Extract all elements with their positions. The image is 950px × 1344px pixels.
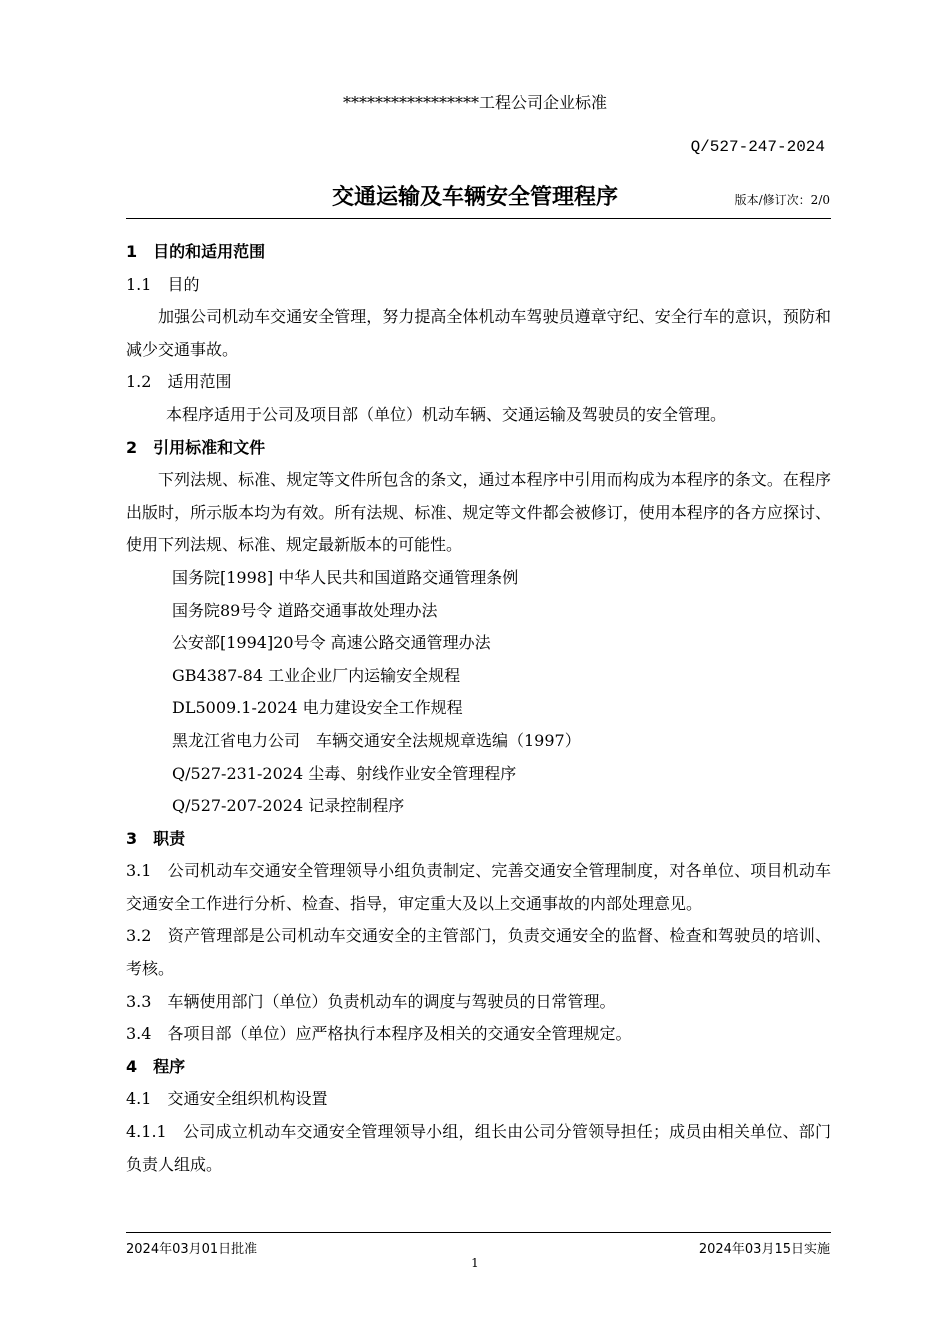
paragraph: 3.4 各项目部（单位）应严格执行本程序及相关的交通安全管理规定。 xyxy=(126,1024,632,1044)
document-code: Q/527-247-2024 xyxy=(690,138,825,156)
reference-item: Q/527-231-2024 尘毒、射线作业安全管理程序 xyxy=(172,763,517,783)
section-heading: 3 职责 xyxy=(126,828,186,848)
section-heading: 2 引用标准和文件 xyxy=(126,437,266,457)
subsection-heading: 1.2 适用范围 xyxy=(126,372,232,392)
paragraph: 4.1.1 公司成立机动车交通安全管理领导小组，组长由公司分管领导担任；成员由相关单位、部门负责人组成。 xyxy=(126,1122,831,1174)
reference-item: Q/527-207-2024 记录控制程序 xyxy=(172,796,405,816)
header-divider xyxy=(126,218,831,219)
document-body xyxy=(126,236,831,1181)
paragraph: 加强公司机动车交通安全管理，努力提高全体机动车驾驶员遵章守纪、安全行车的意识，预防和减少交通事故。 xyxy=(126,307,831,359)
reference-item: 国务院89号令 道路交通事故处理办法 xyxy=(172,600,438,620)
approval-date: 2024年03月01日批准 xyxy=(126,1242,258,1257)
reference-item: DL5009.1-2024 电力建设安全工作规程 xyxy=(172,698,463,718)
paragraph: 本程序适用于公司及项目部（单位）机动车辆、交通运输及驾驶员的安全管理。 xyxy=(166,404,727,424)
reference-item: 黑龙江省电力公司 车辆交通安全法规规章选编（1997） xyxy=(172,730,581,750)
paragraph: 下列法规、标准、规定等文件所包含的条文，通过本程序中引用而构成为本程序的条文。在程序出版时，所示版本均为有效。所有法规、标准、规定等文件都会被修订，使用本程序的各方应探讨、使用下列法规、标准、规定最新版本的可能性。 xyxy=(126,470,831,555)
section-heading: 4 程序 xyxy=(126,1056,186,1076)
paragraph: 3.3 车辆使用部门（单位）负责机动车的调度与驾驶员的日常管理。 xyxy=(126,991,616,1011)
reference-item: 公安部[1994]20号令 高速公路交通管理办法 xyxy=(172,633,491,653)
paragraph: 3.1 公司机动车交通安全管理领导小组负责制定、完善交通安全管理制度，对各单位、项目机动车交通安全工作进行分析、检查、指导，审定重大及以上交通事故的内部处理意见。 xyxy=(126,861,831,913)
subsection-heading: 1.1 目的 xyxy=(126,274,200,294)
reference-item: GB4387-84 工业企业厂内运输安全规程 xyxy=(172,665,461,685)
footer-divider xyxy=(126,1232,831,1233)
section-heading: 1 目的和适用范围 xyxy=(126,242,266,261)
company-standard-header: *****************工程公司企业标准 xyxy=(342,93,607,112)
subsection-heading: 4.1 交通安全组织机构设置 xyxy=(126,1089,328,1109)
version-label: 版本/修订次：2/0 xyxy=(734,193,830,207)
document-title: 交通运输及车辆安全管理程序 xyxy=(331,185,618,210)
implementation-date: 2024年03月15日实施 xyxy=(698,1242,830,1257)
reference-item: 国务院[1998] 中华人民共和国道路交通管理条例 xyxy=(172,567,519,587)
page-number: 1 xyxy=(471,1256,479,1270)
paragraph: 3.2 资产管理部是公司机动车交通安全的主管部门，负责交通安全的监督、检查和驾驶员的培训、考核。 xyxy=(126,926,831,979)
